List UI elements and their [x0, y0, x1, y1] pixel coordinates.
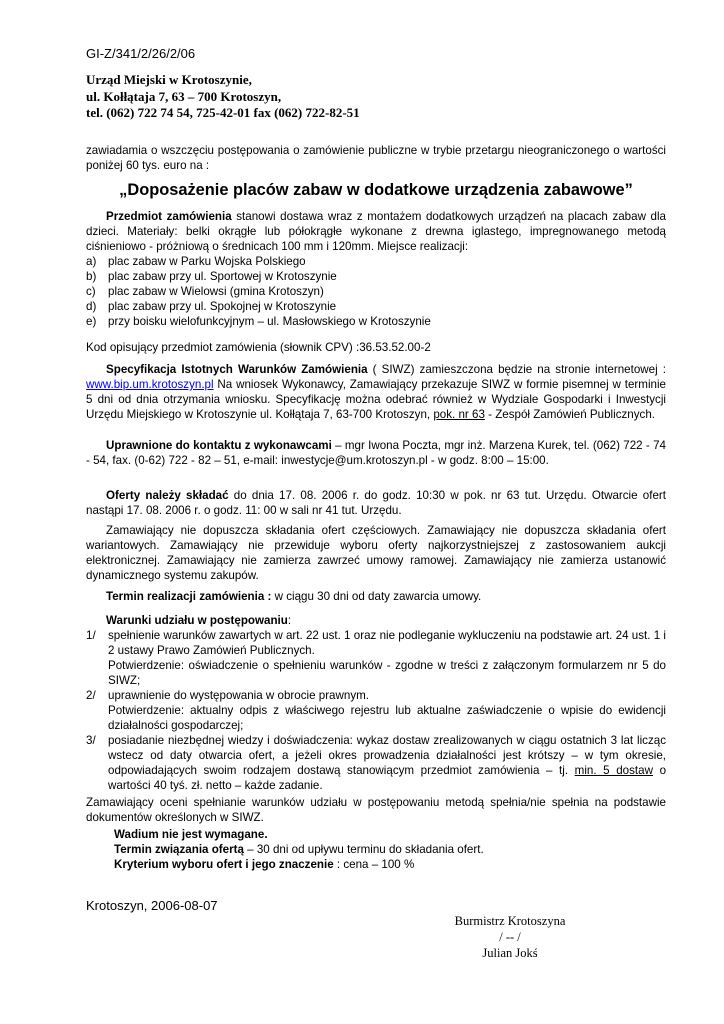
place-date: Krotoszyn, 2006-08-07 — [86, 898, 218, 913]
condition-confirmation: Potwierdzenie: oświadczenie o spełnieniu warunków - zgodne w treści z załączonym formularzem nr 5 do SIWZ; — [108, 659, 666, 687]
evaluation-paragraph: Zamawiający oceni spełnianie warunków udziału w postępowaniu metodą spełnia/nie spełnia na podstawie dokumentów określonych w SIWZ. — [86, 796, 666, 824]
location-item — [86, 314, 666, 329]
signature-mark: / -- / — [499, 930, 521, 944]
criterion-label: Kryterium wyboru ofert i jego znaczenie — [114, 858, 334, 871]
contact-section — [86, 438, 666, 468]
policy-section — [86, 523, 666, 583]
siwz-text-2: Na wniosek Wykonawcy, Zamawiający przekazuje SIWZ w formie pisemnej w terminie 5 dni od dnia otrzymania wniosku. Specyfikację można odebrać również w Wydziale Gospodarki i Inwestycji Urzędu Miejskiego w Krotoszynie ul. Kołłątaja 7, 63-700 Krotoszyn, — [86, 378, 666, 421]
signature-block — [430, 913, 590, 961]
wadium-note: Wadium nie jest wymagane. — [114, 828, 268, 841]
siwz-section — [86, 362, 666, 422]
term-section — [86, 589, 666, 604]
binding-text: – 30 dni od upływu terminu do składania ofert. — [243, 843, 484, 856]
subject-section — [86, 209, 666, 329]
binding-label: Termin związania ofertą — [114, 843, 244, 856]
offers-section — [86, 488, 666, 518]
location-text: plac zabaw w Parku Wojska Polskiego — [108, 255, 306, 268]
siwz-label: Specyfikacja Istotnych Warunków Zamówienia — [106, 363, 368, 376]
condition-marker: 3/ — [86, 734, 96, 747]
conditions-colon: : — [287, 614, 292, 627]
term-text: w ciągu 30 dni od daty zawarcia umowy. — [271, 590, 482, 603]
subject-paragraph — [86, 209, 666, 254]
location-item — [86, 269, 666, 284]
condition-item — [86, 628, 666, 688]
contact-text: – mgr Iwona Poczta, mgr inż. Marzena Kurek, tel. (062) 722 - 74 - 54, fax. (0-62) 722 - 82 – 51, e-mail: inwestycje@um.krotoszyn.pl - w godz. 8:00 – 15:00. — [86, 439, 666, 467]
condition-text: posiadanie niezbędnej wiedzy i doświadczenia: wykaz dostaw zrealizowanych w ciągu ostatnich 3 lat licząc wstecz od daty otwarcia ofert, a jeżeli okres prowadzenia działalności jest krótszy – w tym okresie, odpowiadających swoim rodzajem dostawą stanowiącym przedmiot zamówienia – tj. — [108, 734, 666, 777]
location-text: przy boisku wielofunkcyjnym – ul. Masłowskiego w Krotoszynie — [108, 315, 431, 328]
reference-number: GI-Z/341/2/26/2/06 — [86, 46, 196, 61]
location-text: plac zabaw w Wielowsi (gmina Krotoszyn) — [108, 285, 324, 298]
location-text: plac zabaw przy ul. Spokojnej w Krotoszynie — [108, 300, 337, 313]
subject-text: stanowi dostawa wraz z montażem dodatkowych urządzeń na placach zabaw dla dzieci. Materiały: belki okrągłe lub półokrągłe wykonane z drewna iglastego, impregnowanego metodą ciśnieniowo - próżniową o średnicach 100 mm i 120mm. Miejsce realizacji: — [86, 210, 666, 253]
office-phone: tel. (062) 722 74 54, 725-42-01 fax (062) 722-82-51 — [86, 105, 360, 120]
conditions-label: Warunki udziału w postępowaniu — [106, 614, 288, 627]
location-marker: c) — [86, 285, 96, 298]
offers-text: do dnia 17. 08. 2006 r. do godz. 10:30 w pok. nr 63 tut. Urzędu. Otwarcie ofert nastąpi 17. 08. 2006 r. o godz. 11: 00 w sali nr 41 tut. Urzędu. — [86, 489, 666, 517]
cpv-code: Kod opisujący przedmiot zamówienia (słownik CPV) :36.53.52.00-2 — [86, 341, 431, 354]
tender-title: „Doposażenie placów zabaw w dodatkowe urządzenia zabawowe” — [119, 181, 633, 199]
contact-label: Uprawnione do kontaktu z wykonawcami — [106, 439, 332, 452]
subject-label: Przedmiot zamówienia — [106, 210, 232, 223]
intro-paragraph: zawiadamia o wszczęciu postępowania o zamówienie publiczne w trybie przetargu nieograniczonego o wartości poniżej 60 tys. euro na : — [86, 144, 666, 172]
policy-text: Zamawiający nie dopuszcza składania ofert częściowych. Zamawiający nie dopuszcza składania ofert wariantowych. Zamawiający nie przewiduje wyboru oferty najkorzystniejszej z zastosowaniem aukcji elektronicznej. Zamawiający nie zamierza zawrzeć umowy ramowej. Zamawiający nie zamierza ustanowić dynamicznego systemu zakupów. — [86, 524, 666, 582]
location-item — [86, 284, 666, 299]
min-deliveries: min. 5 dostaw — [574, 764, 653, 777]
office-address-block — [86, 72, 360, 122]
final-terms — [114, 827, 666, 872]
location-item — [86, 254, 666, 269]
location-marker: d) — [86, 300, 97, 313]
condition-confirmation: Potwierdzenie: aktualny odpis z właściwego rejestru lub aktualne zaświadczenie o wpisie do ewidencji działalności gospodarczej; — [108, 704, 666, 732]
criterion-text: : cena – 100 % — [333, 858, 415, 871]
bip-link[interactable]: www.bip.um.krotoszyn.pl — [86, 378, 214, 391]
location-marker: a) — [86, 255, 97, 268]
location-list — [86, 254, 666, 329]
location-text: plac zabaw przy ul. Sportowej w Krotoszynie — [108, 270, 337, 283]
location-marker: b) — [86, 270, 97, 283]
siwz-text: ( SIWZ) zamieszczona będzie na stronie internetowej : — [367, 363, 666, 376]
condition-tail: o wartości 40 tyś. zł. netto – każde zadanie. — [108, 764, 667, 792]
condition-text: spełnienie warunków zawartych w art. 22 ust. 1 oraz nie podleganie wykluczeniu na podstawie art. 24 ust. 1 i 2 ustawy Prawo Zamówień Publicznych. — [108, 629, 666, 657]
condition-marker: 1/ — [86, 629, 96, 642]
signature-name: Julian Jokś — [482, 946, 538, 960]
condition-item — [86, 688, 666, 733]
location-marker: e) — [86, 315, 97, 328]
conditions-section — [86, 613, 666, 793]
offers-label: Oferty należy składać — [106, 489, 229, 502]
condition-item — [86, 733, 666, 793]
siwz-text-3: - Zespół Zamówień Publicznych. — [484, 408, 656, 421]
room-number: pok. nr 63 — [433, 408, 485, 421]
condition-text: uprawnienie do występowania w obrocie prawnym. — [108, 689, 369, 702]
condition-marker: 2/ — [86, 689, 96, 702]
signature-role: Burmistrz Krotoszyna — [454, 914, 566, 928]
location-item — [86, 299, 666, 314]
office-street: ul. Kołłątaja 7, 63 – 700 Krotoszyn, — [86, 88, 282, 104]
office-name: Urząd Miejski w Krotoszynie, — [86, 72, 252, 87]
term-label: Termin realizacji zamówienia : — [106, 590, 272, 603]
